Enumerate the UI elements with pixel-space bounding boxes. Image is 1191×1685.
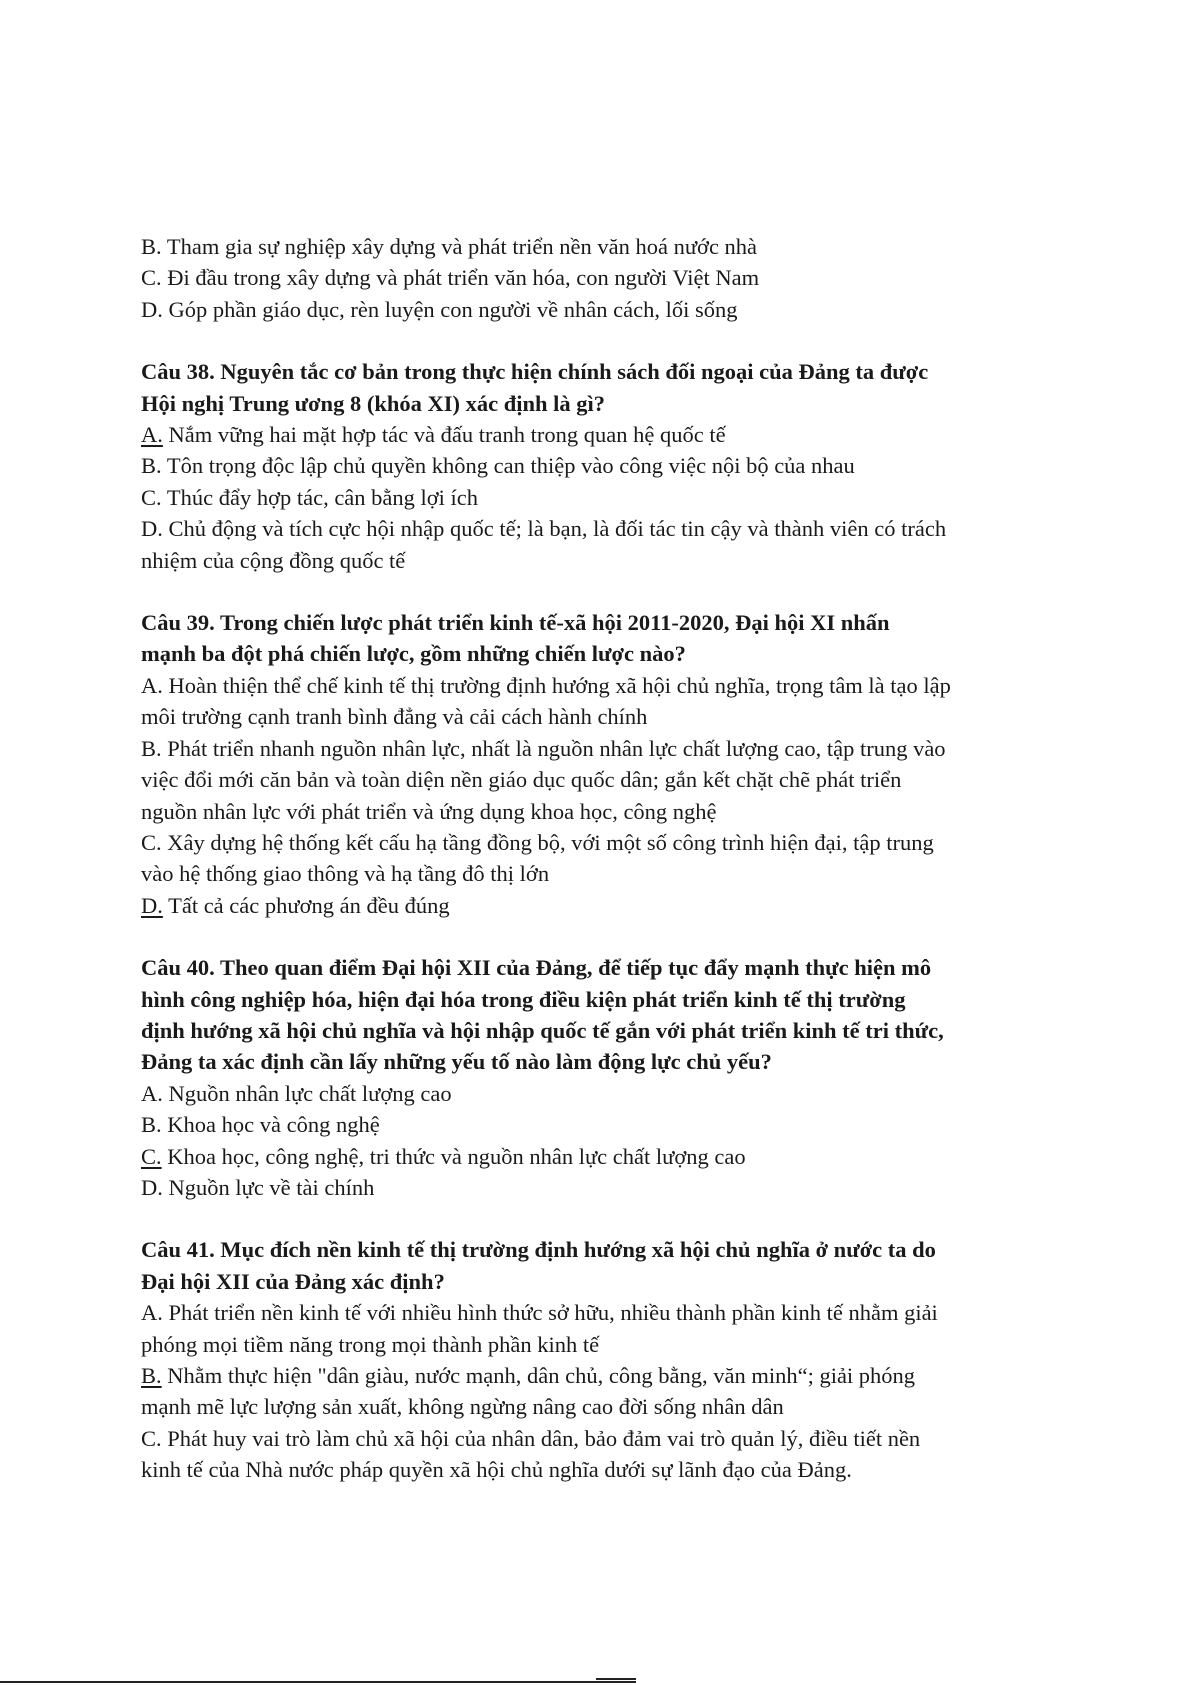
question-title: Hội nghị Trung ương 8 (khóa XI) xác định là gì? — [141, 390, 605, 416]
option-b: B. Khoa học và công nghệ — [141, 1112, 380, 1138]
question-38 — [141, 356, 1061, 576]
correct-answer-letter: C. — [141, 1143, 162, 1169]
question-title: định hướng xã hội chủ nghĩa và hội nhập quốc tế gắn với phát triển kinh tế tri thức, — [141, 1017, 944, 1043]
question-title: Đại hội XII của Đảng xác định? — [141, 1268, 445, 1294]
option-a — [141, 419, 1061, 450]
option-b — [141, 1360, 1061, 1391]
option-a: A. Phát triển nền kinh tế với nhiều hình thức sở hữu, nhiều thành phần kinh tế nhằm giải — [141, 1300, 938, 1326]
option-d-cont: nhiệm của cộng đồng quốc tế — [141, 547, 406, 573]
option-c: C. Thúc đẩy hợp tác, cân bằng lợi ích — [141, 484, 479, 510]
question-title: hình công nghiệp hóa, hiện đại hóa trong điều kiện phát triển kinh tế thị trường — [141, 986, 906, 1012]
option-a: A. Nguồn nhân lực chất lượng cao — [141, 1080, 452, 1106]
question-title: Đảng ta xác định cần lấy những yếu tố nào làm động lực chủ yếu? — [141, 1049, 772, 1075]
option-d — [141, 890, 1061, 921]
option-a: A. Hoàn thiện thể chế kinh tế thị trường định hướng xã hội chủ nghĩa, trọng tâm là tạo lập — [141, 672, 951, 698]
option-d: D. Chủ động và tích cực hội nhập quốc tế; là bạn, là đối tác tin cậy và thành viên có trách — [141, 516, 947, 542]
page-bottom-rule — [0, 1681, 636, 1683]
prev-question-options — [141, 231, 1061, 325]
question-title: Câu 39. Trong chiến lược phát triển kinh tế-xã hội 2011-2020, Đại hội XI nhấn — [141, 610, 890, 636]
question-title: Câu 41. Mục đích nền kinh tế thị trường định hướng xã hội chủ nghĩa ở nước ta do — [141, 1237, 936, 1263]
option-b-cont: nguồn nhân lực với phát triển và ứng dụng khoa học, công nghệ — [141, 798, 717, 824]
option-b: B. Tôn trọng độc lập chủ quyền không can thiệp vào công việc nội bộ của nhau — [141, 453, 855, 479]
question-title: mạnh ba đột phá chiến lược, gồm những chiến lược nào? — [141, 641, 686, 667]
option-text: Nắm vững hai mặt hợp tác và đấu tranh trong quan hệ quốc tế — [162, 422, 726, 448]
option-text: Tất cả các phương án đều đúng — [162, 892, 450, 918]
option-a-cont: phóng mọi tiềm năng trong mọi thành phần kinh tế — [141, 1331, 600, 1357]
option-a-cont: môi trường cạnh tranh bình đẳng và cải cách hành chính — [141, 704, 648, 730]
option-b-cont: việc đổi mới căn bản và toàn diện nền giáo dục quốc dân; gắn kết chặt chẽ phát triển — [141, 767, 902, 793]
option-c: C. Đi đầu trong xây dựng và phát triển văn hóa, con người Việt Nam — [141, 265, 760, 291]
option-c-cont: kinh tế của Nhà nước pháp quyền xã hội chủ nghĩa dưới sự lãnh đạo của Đảng. — [141, 1457, 852, 1483]
correct-answer-letter: B. — [141, 1363, 162, 1388]
question-title: Câu 38. Nguyên tắc cơ bản trong thực hiện chính sách đối ngoại của Đảng ta được — [141, 359, 929, 385]
option-b-cont: mạnh mẽ lực lượng sản xuất, không ngừng nâng cao đời sống nhân dân — [141, 1394, 784, 1420]
document-page — [141, 231, 1061, 1486]
correct-answer-letter: A. — [141, 422, 163, 448]
question-40 — [141, 952, 1061, 1203]
option-b: B. Tham gia sự nghiệp xây dựng và phát triển nền văn hoá nước nhà — [141, 234, 758, 259]
option-b: B. Phát triển nhanh nguồn nhân lực, nhất là nguồn nhân lực chất lượng cao, tập trung vào — [141, 735, 946, 761]
page-bottom-rule-mark — [596, 1678, 636, 1680]
option-c: C. Phát huy vai trò làm chủ xã hội của nhân dân, bảo đảm vai trò quản lý, điều tiết nền — [141, 1425, 921, 1451]
option-text: Khoa học, công nghệ, tri thức và nguồn nhân lực chất lượng cao — [161, 1143, 746, 1169]
question-title: Câu 40. Theo quan điểm Đại hội XII của Đảng, để tiếp tục đẩy mạnh thực hiện mô — [141, 955, 932, 981]
option-d: D. Nguồn lực về tài chính — [141, 1174, 375, 1200]
question-41 — [141, 1234, 1061, 1485]
question-39 — [141, 607, 1061, 921]
option-c: C. Xây dựng hệ thống kết cấu hạ tầng đồng bộ, với một số công trình hiện đại, tập trung — [141, 829, 934, 855]
option-c — [141, 1141, 1061, 1172]
option-d: D. Góp phần giáo dục, rèn luyện con người về nhân cách, lối sống — [141, 296, 738, 322]
option-c-cont: vào hệ thống giao thông và hạ tầng đô thị lớn — [141, 861, 550, 887]
option-text: Nhằm thực hiện "dân giàu, nước mạnh, dân chủ, công bằng, văn minh“; giải phóng — [161, 1363, 916, 1388]
correct-answer-letter: D. — [141, 892, 163, 918]
